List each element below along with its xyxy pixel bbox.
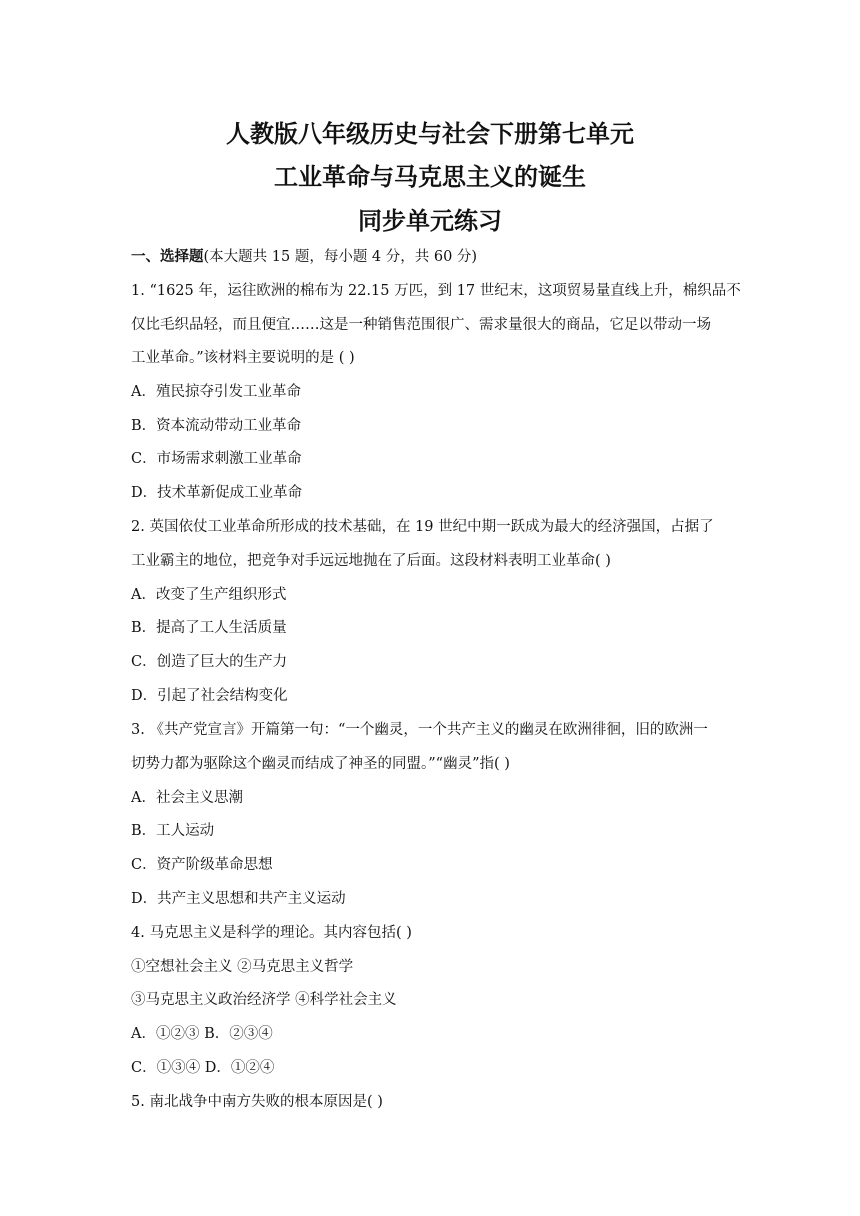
section-heading bbox=[131, 247, 477, 267]
question-1-option-a: A．殖民掠夺引发工业革命 bbox=[131, 384, 301, 400]
document-title-line-3: 同步单元练习 bbox=[358, 207, 502, 235]
section-heading-note: (本大题共 15 题，每小题 4 分，共 60 分) bbox=[203, 249, 478, 265]
question-1-option-b: B．资本流动带动工业革命 bbox=[131, 418, 302, 434]
question-2-option-a: A．改变了生产组织形式 bbox=[131, 587, 287, 603]
question-4-line-1: 4. 马克思主义是科学的理论。其内容包括( ) bbox=[131, 925, 412, 941]
question-3-option-b: B．工人运动 bbox=[131, 823, 215, 839]
question-5-line-1: 5. 南北战争中南方失败的根本原因是( ) bbox=[131, 1094, 383, 1110]
question-2-line-1: 2. 英国依仗工业革命所形成的技术基础，在 19 世纪中期一跃成为最大的经济强国，占据了 bbox=[131, 519, 714, 535]
question-3-option-a: A．社会主义思潮 bbox=[131, 790, 243, 806]
question-2-option-d: D．引起了社会结构变化 bbox=[131, 688, 288, 704]
question-4-options-ab: A．①②③ B．②③④ bbox=[131, 1026, 273, 1042]
question-2-line-2: 工业霸主的地位，把竞争对手远远地抛在了后面。这段材料表明工业革命( ) bbox=[131, 553, 611, 569]
question-1-line-1: 1. “1625 年，运往欧洲的棉布为 22.15 万匹，到 17 世纪末，这项贸易量直线上升，棉织品不 bbox=[131, 283, 741, 299]
section-heading-label: 一、选择题 bbox=[131, 249, 204, 265]
question-1-line-2: 仅比毛织品轻，而且便宜……这是一种销售范围很广、需求量很大的商品，它足以带动一场 bbox=[131, 317, 711, 333]
question-3-option-d: D．共产主义思想和共产主义运动 bbox=[131, 891, 346, 907]
question-4-items-1: ①空想社会主义 ②马克思主义哲学 bbox=[131, 959, 354, 975]
question-2-option-c: C．创造了巨大的生产力 bbox=[131, 654, 288, 670]
question-3-line-2: 切势力都为驱除这个幽灵而结成了神圣的同盟。”“幽灵”指( ) bbox=[131, 756, 510, 772]
question-4-options-cd: C．①③④ D．①②④ bbox=[131, 1060, 275, 1076]
question-1-option-d: D．技术革新促成工业革命 bbox=[131, 485, 303, 501]
document-title-line-1: 人教版八年级历史与社会下册第七单元 bbox=[226, 120, 634, 148]
document-title-line-2: 工业革命与马克思主义的诞生 bbox=[274, 163, 586, 191]
question-2-option-b: B．提高了工人生活质量 bbox=[131, 620, 287, 636]
question-1-option-c: C．市场需求刺激工业革命 bbox=[131, 451, 302, 467]
question-1-line-3: 工业革命。”该材料主要说明的是 ( ) bbox=[131, 350, 355, 366]
question-3-option-c: C．资产阶级革命思想 bbox=[131, 857, 273, 873]
question-3-line-1: 3. 《共产党宣言》开篇第一句：“一个幽灵，一个共产主义的幽灵在欧洲徘徊，旧的欧洲一 bbox=[131, 722, 708, 738]
question-4-items-2: ③马克思主义政治经济学 ④科学社会主义 bbox=[131, 992, 397, 1008]
